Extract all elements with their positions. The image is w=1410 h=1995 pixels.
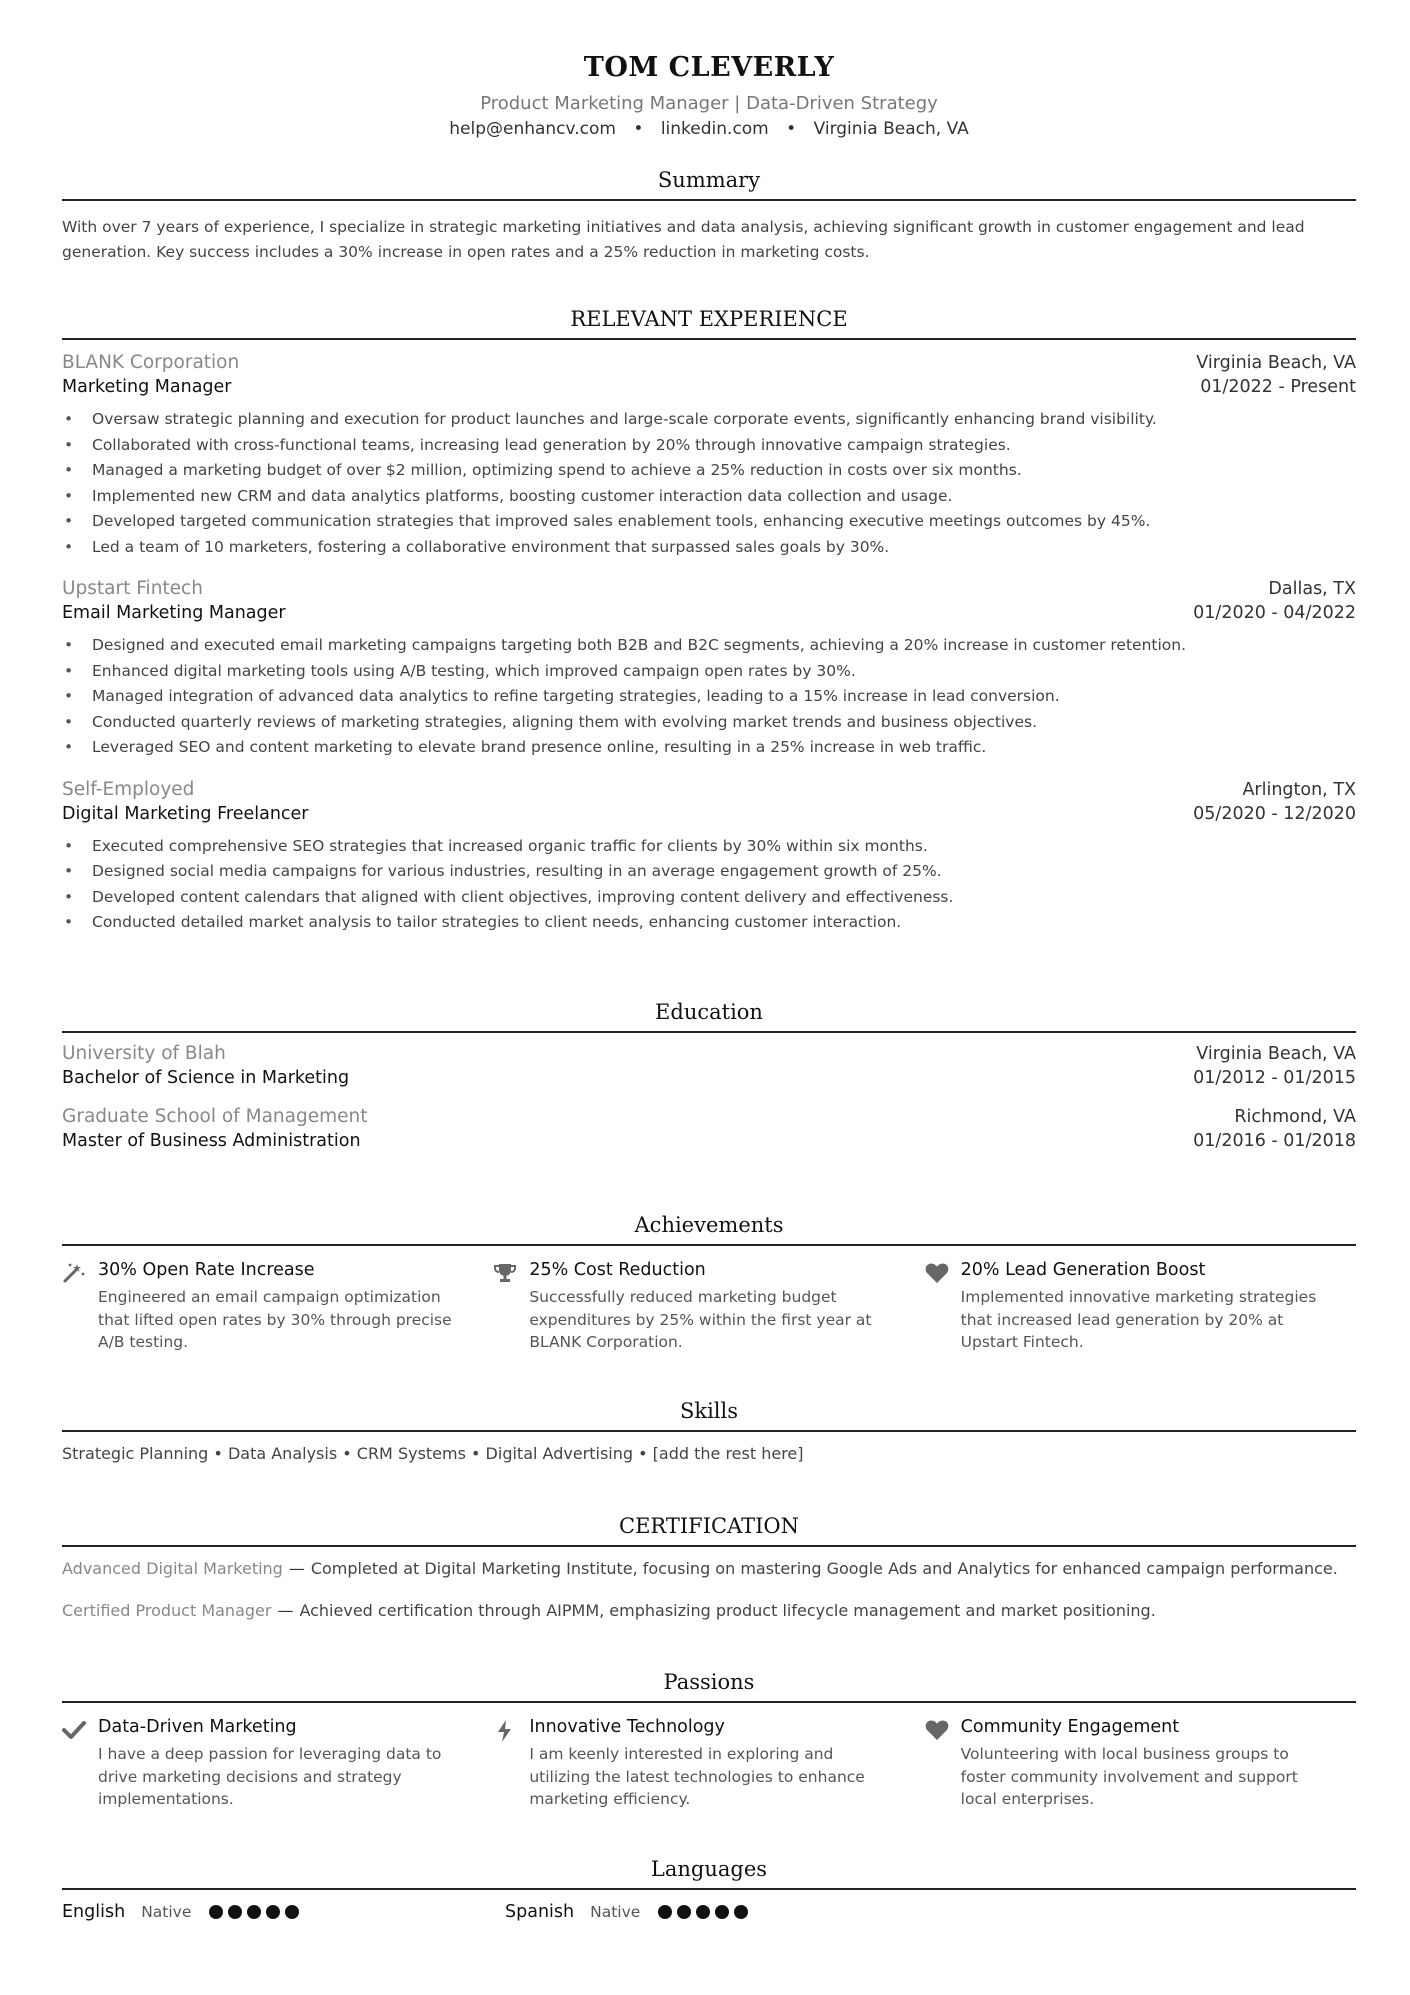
achievement-title: 25% Cost Reduction (529, 1260, 706, 1280)
degree-name: Bachelor of Science in Marketing (62, 1068, 350, 1088)
list-item: • Developed targeted communication strategies that improved sales enablement tools, enhancing executive meetings outcomes by 45%. (62, 509, 1356, 535)
passion-title: Community Engagement (960, 1717, 1180, 1737)
wand-icon (62, 1260, 98, 1354)
language-level: Native (590, 1903, 641, 1921)
rating-dot (247, 1905, 261, 1919)
summary-text: With over 7 years of experience, I specialize in strategic marketing initiatives and data analysis, achieving significant growth in customer engagement and lead generation. Key success includes a 30% increase in open rates and a 25% reduction in marketing costs. (62, 218, 1305, 261)
job-dates: 01/2020 - 04/2022 (1193, 603, 1356, 623)
passion-desc: Volunteering with local business groups to foster community involvement and support local enterprises. (960, 1745, 1298, 1808)
rating-dot (209, 1905, 223, 1919)
education-dates: 01/2016 - 01/2018 (1193, 1131, 1356, 1151)
language-item (505, 1902, 948, 1922)
list-item: • Leveraged SEO and content marketing to elevate brand presence online, resulting in a 25% increase in web traffic. (62, 735, 1356, 761)
language-name: Spanish (505, 1902, 575, 1922)
summary-section (62, 168, 1356, 265)
certification-section (62, 1514, 1356, 1620)
rating-dot (658, 1905, 672, 1919)
experience-entry (62, 352, 1356, 560)
list-item: • Conducted quarterly reviews of marketing strategies, aligning them with evolving market trends and business objectives. (62, 710, 1356, 736)
certification-name: Advanced Digital Marketing (62, 1559, 283, 1578)
resume-header (62, 0, 1356, 139)
achievement-title: 30% Open Rate Increase (98, 1260, 315, 1280)
lightning-icon (493, 1717, 529, 1811)
job-role: Marketing Manager (62, 377, 232, 397)
achievement-title: 20% Lead Generation Boost (960, 1260, 1206, 1280)
candidate-subtitle: Product Marketing Manager | Data-Driven Strategy (480, 93, 938, 114)
rating-dot (696, 1905, 710, 1919)
passion-item (62, 1717, 493, 1811)
heart-icon (925, 1717, 961, 1811)
list-item: • Collaborated with cross-functional teams, increasing lead generation by 20% through innovative campaign strategies. (62, 433, 1356, 459)
school-name: University of Blah (62, 1043, 226, 1064)
rating-dot (285, 1905, 299, 1919)
passion-title: Data-Driven Marketing (98, 1717, 297, 1737)
language-level: Native (141, 1903, 192, 1921)
certification-title: CERTIFICATION (62, 1514, 1356, 1547)
job-role: Digital Marketing Freelancer (62, 803, 309, 824)
job-location: Virginia Beach, VA (1196, 353, 1356, 373)
languages-row (62, 1902, 1356, 1922)
job-bullets (62, 407, 1356, 560)
checkmark-icon (62, 1717, 98, 1811)
education-dates: 01/2012 - 01/2015 (1193, 1068, 1356, 1088)
achievements-title: Achievements (62, 1213, 1356, 1246)
certification-desc: Completed at Digital Marketing Institute, focusing on mastering Google Ads and Analytics for enhanced campaign performance. (310, 1559, 1338, 1578)
rating-dot (715, 1905, 729, 1919)
experience-section (62, 307, 1356, 936)
rating-dot (266, 1905, 280, 1919)
contact-separator: • (633, 119, 644, 139)
skills-title: Skills (62, 1399, 1356, 1432)
company-name: Upstart Fintech (62, 578, 203, 599)
degree-name: Master of Business Administration (62, 1131, 361, 1151)
list-item: • Executed comprehensive SEO strategies that increased organic traffic for clients by 30% within six months. (62, 834, 1356, 860)
list-item: • Managed a marketing budget of over $2 million, optimizing spend to achieve a 25% reduction in costs over six months. (62, 458, 1356, 484)
education-title: Education (62, 1000, 1356, 1033)
certification-name: Certified Product Manager (62, 1601, 272, 1620)
list-item: • Oversaw strategic planning and execution for product launches and large-scale corporate events, significantly enhancing brand visibility. (62, 407, 1356, 433)
achievement-item (62, 1260, 493, 1354)
certification-dash: — (277, 1601, 294, 1620)
contact-line (62, 119, 1356, 139)
language-rating (658, 1905, 748, 1919)
language-rating (209, 1905, 299, 1919)
list-item: • Designed and executed email marketing campaigns targeting both B2B and B2C segments, achieving a 20% increase in customer retention. (62, 633, 1356, 659)
list-item: • Led a team of 10 marketers, fostering a collaborative environment that surpassed sales goals by 30%. (62, 535, 1356, 561)
school-location: Richmond, VA (1234, 1107, 1356, 1127)
contact-separator: • (786, 119, 797, 139)
passion-title: Innovative Technology (529, 1717, 725, 1737)
achievement-desc: Implemented innovative marketing strategies that increased lead generation by 20% at Upstart Fintech. (960, 1288, 1317, 1351)
experience-entry (62, 578, 1356, 761)
school-location: Virginia Beach, VA (1196, 1044, 1356, 1064)
company-name: BLANK Corporation (62, 352, 240, 373)
company-name: Self-Employed (62, 778, 195, 800)
list-item: • Enhanced digital marketing tools using A/B testing, which improved campaign open rates by 30%. (62, 659, 1356, 685)
summary-title: Summary (62, 168, 1356, 201)
language-item (62, 1902, 505, 1922)
certification-item (62, 1559, 1356, 1578)
candidate-name: TOM CLEVERLY (583, 52, 835, 83)
experience-entry (62, 779, 1356, 936)
achievements-grid (62, 1260, 1356, 1354)
passion-item (925, 1717, 1356, 1811)
rating-dot (228, 1905, 242, 1919)
list-item: • Managed integration of advanced data analytics to refine targeting strategies, leading to a 15% increase in lead conversion. (62, 684, 1356, 710)
languages-section (62, 1857, 1356, 1922)
contact-email[interactable]: help@enhancv.com (449, 119, 616, 139)
passion-desc: I am keenly interested in exploring and utilizing the latest technologies to enhance marketing efficiency. (529, 1745, 865, 1808)
job-bullets (62, 633, 1356, 761)
achievement-desc: Engineered an email campaign optimization that lifted open rates by 30% through precise A/B testing. (98, 1288, 452, 1351)
education-section (62, 1000, 1356, 1151)
job-dates: 01/2022 - Present (1200, 377, 1356, 397)
certification-desc: Achieved certification through AIPMM, emphasizing product lifecycle management and market positioning. (299, 1601, 1156, 1620)
certification-item (62, 1601, 1356, 1620)
job-dates: 05/2020 - 12/2020 (1193, 803, 1356, 824)
job-location: Dallas, TX (1268, 579, 1356, 599)
school-name: Graduate School of Management (62, 1106, 368, 1127)
job-bullets (62, 834, 1356, 936)
rating-dot (677, 1905, 691, 1919)
achievement-item (925, 1260, 1356, 1354)
skills-text: Strategic Planning • Data Analysis • CRM Systems • Digital Advertising • [add the rest here] (62, 1444, 804, 1463)
heart-icon (925, 1260, 961, 1354)
list-item: • Conducted detailed market analysis to tailor strategies to client needs, enhancing customer interaction. (62, 910, 1356, 936)
list-item: • Developed content calendars that aligned with client objectives, improving content delivery and effectiveness. (62, 885, 1356, 911)
job-role: Email Marketing Manager (62, 603, 286, 623)
certification-dash: — (288, 1559, 305, 1578)
list-item: • Designed social media campaigns for various industries, resulting in an average engagement growth of 25%. (62, 859, 1356, 885)
passions-title: Passions (62, 1670, 1356, 1703)
education-entry (62, 1043, 1356, 1088)
achievements-section (62, 1213, 1356, 1354)
achievement-item (493, 1260, 924, 1354)
language-name: English (62, 1902, 126, 1922)
passion-item (493, 1717, 924, 1811)
contact-location: Virginia Beach, VA (813, 119, 969, 139)
job-location: Arlington, TX (1242, 779, 1356, 800)
contact-linkedin[interactable]: linkedin.com (660, 119, 769, 139)
passion-desc: I have a deep passion for leveraging data to drive marketing decisions and strategy implementations. (98, 1745, 442, 1808)
passions-grid (62, 1717, 1356, 1811)
achievement-desc: Successfully reduced marketing budget expenditures by 25% within the first year at BLANK Corporation. (529, 1288, 872, 1351)
list-item: • Implemented new CRM and data analytics platforms, boosting customer interaction data collection and usage. (62, 484, 1356, 510)
rating-dot (734, 1905, 748, 1919)
resume-page (62, 0, 1356, 1922)
passions-section (62, 1670, 1356, 1811)
languages-title: Languages (62, 1857, 1356, 1890)
skills-section (62, 1399, 1356, 1463)
trophy-icon (493, 1260, 529, 1354)
experience-title: RELEVANT EXPERIENCE (62, 307, 1356, 340)
education-entry (62, 1106, 1356, 1151)
